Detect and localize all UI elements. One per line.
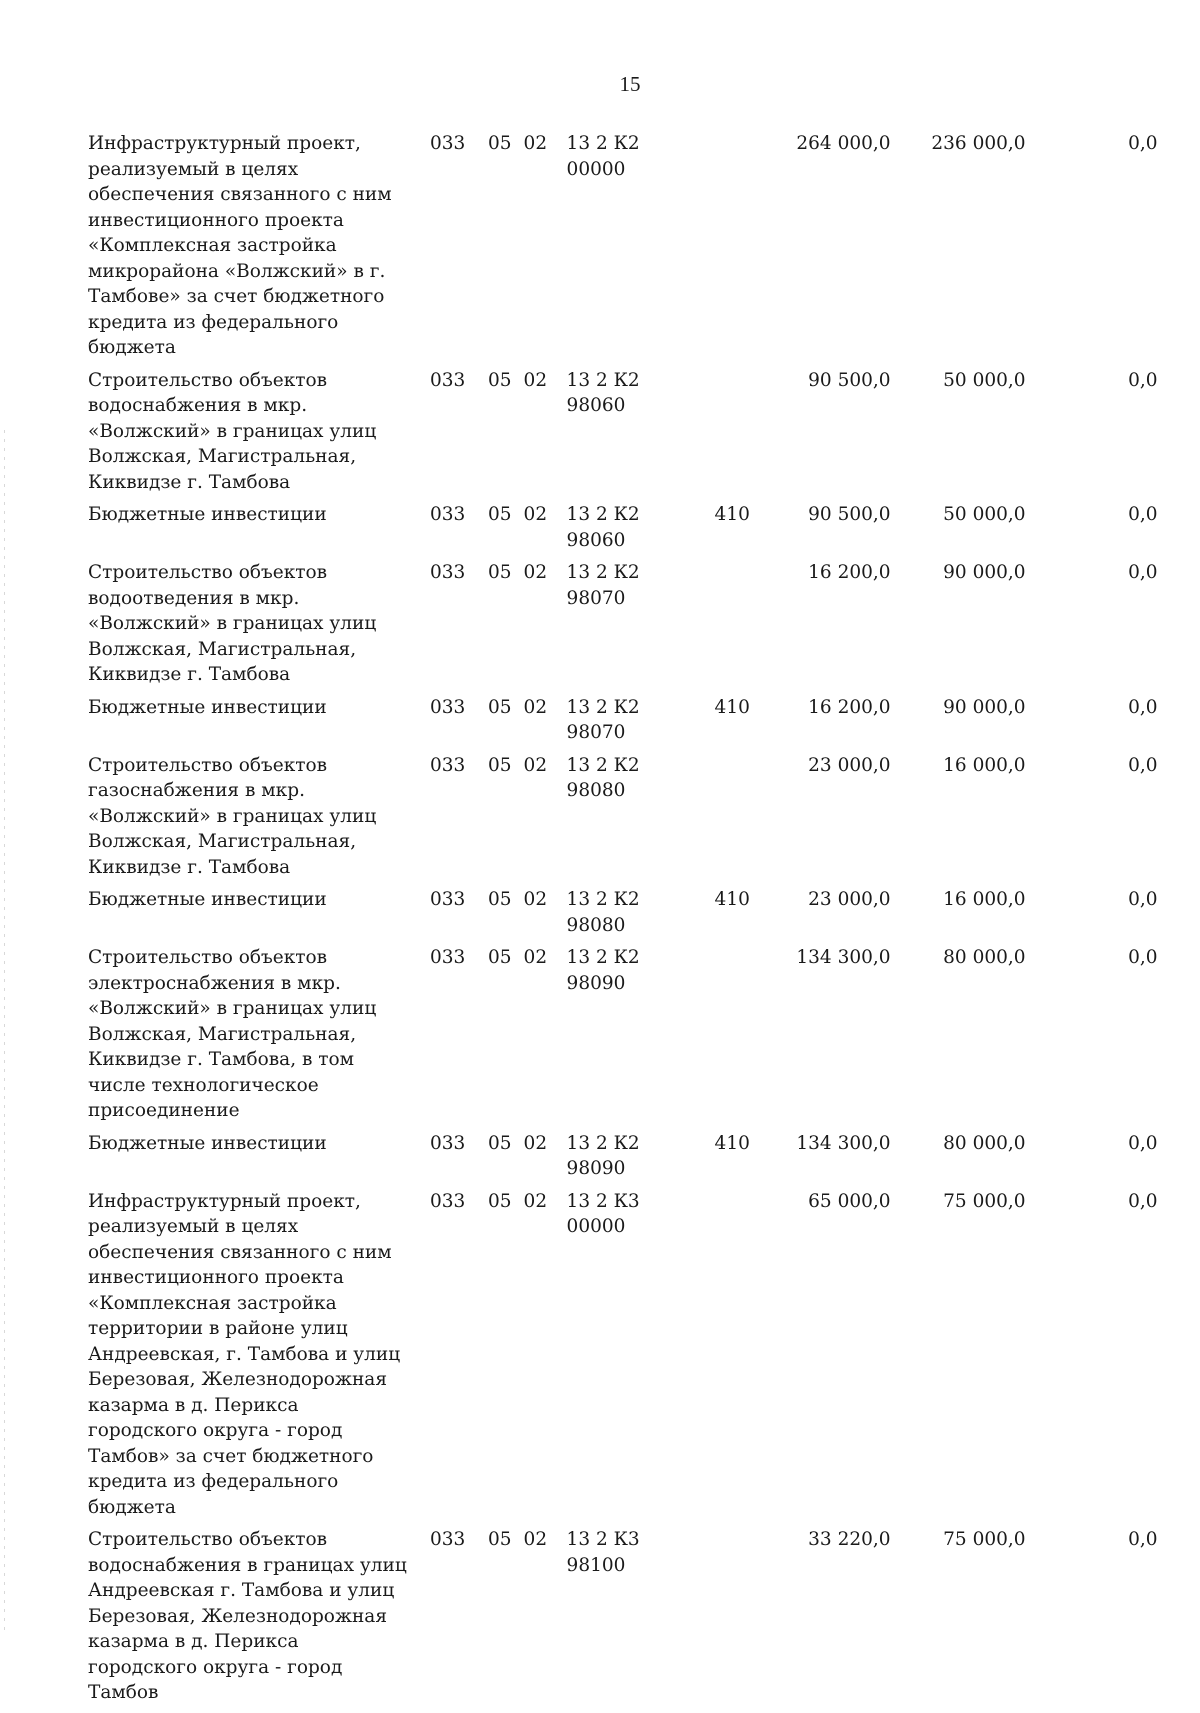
amount-year-2: 50 000,0 — [943, 504, 1026, 525]
section-code: 05 — [488, 369, 512, 391]
target-article-code: 13 2 К2 98060 — [566, 504, 640, 551]
section-code: 05 — [488, 1190, 512, 1212]
subsection-code: 02 — [523, 504, 548, 525]
amount-year-1: 16 200,0 — [808, 696, 891, 718]
amount-year-3: 0,0 — [1128, 504, 1158, 525]
section-code: 05 — [488, 947, 512, 968]
amount-year-1: 23 000,0 — [808, 889, 891, 910]
amount-year-1: 90 500,0 — [808, 369, 891, 391]
target-article-code: 13 2 К2 98070 — [566, 562, 640, 609]
amount-year-3: 0,0 — [1128, 947, 1158, 968]
table-row — [88, 945, 1158, 1131]
amount-year-2: 90 000,0 — [943, 696, 1026, 718]
scan-margin-line — [4, 430, 5, 1630]
admin-code: 033 — [430, 504, 466, 525]
amount-year-1: 90 500,0 — [808, 504, 891, 525]
target-article-code: 13 2 К2 98090 — [566, 947, 640, 994]
table-row — [88, 131, 1158, 368]
amount-year-3: 0,0 — [1128, 1132, 1158, 1154]
page-number: 15 — [619, 72, 641, 96]
target-article-code: 13 2 К2 98080 — [566, 889, 640, 936]
expense-type-code: 410 — [714, 504, 750, 525]
expense-type-code — [703, 560, 763, 695]
table-row — [88, 560, 1158, 695]
row-name: Бюджетные инвестиции — [88, 504, 327, 525]
section-code: 05 — [488, 504, 512, 525]
amount-year-2: 16 000,0 — [943, 754, 1026, 776]
row-name: Бюджетные инвестиции — [88, 889, 327, 910]
amount-year-2: 16 000,0 — [943, 889, 1026, 910]
table-row — [88, 1189, 1158, 1528]
admin-code: 033 — [430, 369, 466, 391]
subsection-code: 02 — [523, 947, 548, 968]
table-row — [88, 1527, 1158, 1713]
amount-year-2: 75 000,0 — [943, 1190, 1026, 1212]
expense-type-code: 410 — [714, 1132, 750, 1154]
admin-code: 033 — [430, 1132, 466, 1154]
row-name: Строительство объектов водоотведения в мкр. «Волжский» в границах улиц Волжская, Магистральная, Киквидзе г. Тамбова — [88, 562, 377, 685]
subsection-code: 02 — [523, 1190, 548, 1212]
section-code: 05 — [488, 133, 512, 154]
section-code: 05 — [488, 754, 512, 776]
target-article-code: 13 2 К3 98100 — [566, 1529, 640, 1576]
row-name: Инфраструктурный проект, реализуемый в целях обеспечения связанного с ним инвестиционного проекта «Комплексная застройка территории в районе улиц Андреевская, г. Тамбова и улиц Березовая, Железнодорожная казарма в д. Перикса городского округа - город Тамбов» за счет бюджетного кредита из федерального бюджета — [88, 1190, 401, 1518]
amount-year-3: 0,0 — [1128, 369, 1158, 391]
row-name: Строительство объектов водоснабжения в мкр. «Волжский» в границах улиц Волжская, Магистральная, Киквидзе г. Тамбова — [88, 369, 377, 493]
subsection-code: 02 — [523, 1132, 548, 1154]
section-code: 05 — [488, 889, 512, 910]
row-name: Бюджетные инвестиции — [88, 696, 327, 718]
amount-year-3: 0,0 — [1128, 696, 1158, 718]
table-row — [88, 502, 1158, 560]
amount-year-3: 0,0 — [1128, 889, 1158, 910]
subsection-code: 02 — [523, 754, 548, 776]
expense-type-code: 410 — [714, 696, 750, 718]
amount-year-3: 0,0 — [1128, 133, 1158, 154]
amount-year-2: 50 000,0 — [943, 369, 1026, 391]
section-code: 05 — [488, 1132, 512, 1154]
target-article-code: 13 2 К3 00000 — [566, 1190, 640, 1237]
row-name: Инфраструктурный проект, реализуемый в целях обеспечения связанного с ним инвестиционного проекта «Комплексная застройка микрорайона «Волжский» в г. Тамбове» за счет бюджетного кредита из федерального бюджета — [88, 133, 392, 358]
row-name: Строительство объектов водоснабжения в границах улиц Андреевская г. Тамбова и улиц Березовая, Железнодорожная казарма в д. Перикса городского округа - город Тамбов — [88, 1529, 407, 1703]
amount-year-1: 23 000,0 — [808, 754, 891, 776]
expense-type-code — [703, 1527, 763, 1713]
table-row — [88, 695, 1158, 753]
subsection-code: 02 — [523, 889, 548, 910]
admin-code: 033 — [430, 133, 466, 154]
subsection-code: 02 — [523, 1529, 548, 1550]
row-name: Строительство объектов газоснабжения в мкр. «Волжский» в границах улиц Волжская, Магистральная, Киквидзе г. Тамбова — [88, 754, 377, 878]
amount-year-1: 134 300,0 — [796, 947, 891, 968]
amount-year-2: 90 000,0 — [943, 562, 1026, 583]
budget-table — [88, 131, 1158, 1713]
amount-year-2: 80 000,0 — [943, 947, 1026, 968]
target-article-code: 13 2 К2 98070 — [566, 696, 640, 743]
section-code: 05 — [488, 562, 512, 583]
amount-year-1: 16 200,0 — [808, 562, 891, 583]
budget-table-body — [88, 131, 1158, 1713]
subsection-code: 02 — [523, 133, 548, 154]
amount-year-1: 33 220,0 — [808, 1529, 891, 1550]
admin-code: 033 — [430, 562, 466, 583]
admin-code: 033 — [430, 1529, 466, 1550]
target-article-code: 13 2 К2 98090 — [566, 1132, 640, 1179]
table-row — [88, 753, 1158, 888]
amount-year-3: 0,0 — [1128, 562, 1158, 583]
amount-year-2: 75 000,0 — [943, 1529, 1026, 1550]
row-name: Бюджетные инвестиции — [88, 1132, 327, 1154]
amount-year-3: 0,0 — [1128, 1529, 1158, 1550]
target-article-code: 13 2 К2 98080 — [566, 754, 640, 801]
admin-code: 033 — [430, 889, 466, 910]
expense-type-code — [703, 753, 763, 888]
expense-type-code — [703, 131, 763, 368]
section-code: 05 — [488, 1529, 512, 1550]
table-row — [88, 1131, 1158, 1189]
amount-year-2: 236 000,0 — [931, 133, 1026, 154]
amount-year-1: 264 000,0 — [796, 133, 891, 154]
amount-year-3: 0,0 — [1128, 754, 1158, 776]
expense-type-code — [703, 368, 763, 503]
table-row — [88, 887, 1158, 945]
expense-type-code — [703, 1189, 763, 1528]
amount-year-1: 65 000,0 — [808, 1190, 891, 1212]
expense-type-code — [703, 945, 763, 1131]
admin-code: 033 — [430, 754, 466, 776]
admin-code: 033 — [430, 947, 466, 968]
admin-code: 033 — [430, 1190, 466, 1212]
expense-type-code: 410 — [714, 889, 750, 910]
amount-year-1: 134 300,0 — [796, 1132, 891, 1154]
section-code: 05 — [488, 696, 512, 718]
subsection-code: 02 — [523, 562, 548, 583]
target-article-code: 13 2 К2 98060 — [566, 369, 640, 416]
admin-code: 033 — [430, 696, 466, 718]
target-article-code: 13 2 К2 00000 — [566, 133, 640, 180]
subsection-code: 02 — [523, 369, 548, 391]
amount-year-2: 80 000,0 — [943, 1132, 1026, 1154]
table-row — [88, 368, 1158, 503]
subsection-code: 02 — [523, 696, 548, 718]
row-name: Строительство объектов электроснабжения в мкр. «Волжский» в границах улиц Волжская, Магистральная, Киквидзе г. Тамбова, в том числе технологическое присоединение — [88, 947, 377, 1121]
amount-year-3: 0,0 — [1128, 1190, 1158, 1212]
